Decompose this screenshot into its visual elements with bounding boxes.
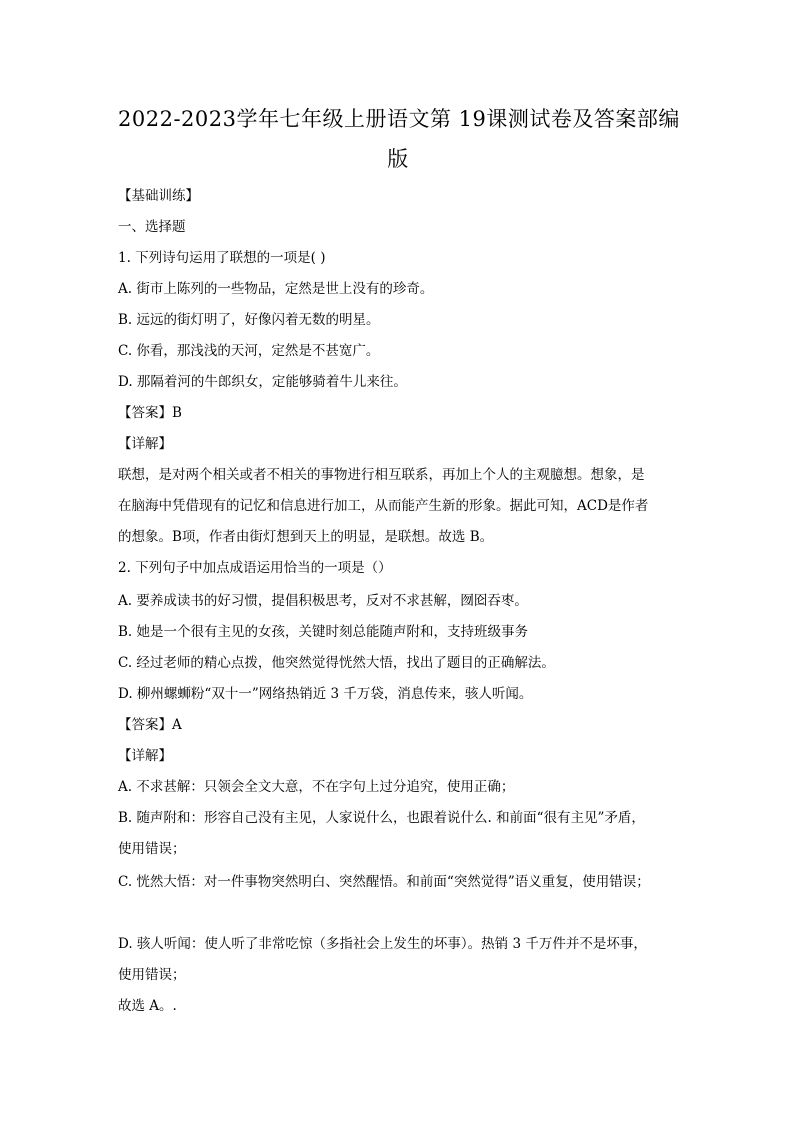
document-title-line-1: 2022-2023学年七年级上册语文第 19课测试卷及答案部编	[118, 107, 680, 131]
q2-detail-line-3: 使用错误；	[118, 841, 186, 857]
q2-option-a: A. 要养成读书的好习惯，提倡积极思考，反对不求甚解，囫囵吞枣。	[118, 593, 528, 609]
q2-detail-line-7: 故选 A。.	[118, 998, 177, 1014]
q1-detail-label: 【详解】	[118, 436, 172, 452]
q2-detail-line-2: B. 随声附和：形容自己没有主见，人家说什么，也跟着说什么. 和前面“很有主见”矛盾，	[118, 810, 645, 826]
q2-stem: 2. 下列句子中加点成语运用恰当的一项是（）	[118, 560, 392, 576]
q2-option-c: C. 经过老师的精心点拨，他突然觉得恍然大悟，找出了题目的正确解法。	[118, 655, 555, 671]
q1-stem: 1. 下列诗句运用了联想的一项是( )	[118, 250, 326, 266]
q2-detail-label: 【详解】	[118, 748, 172, 764]
q2-answer: 【答案】A	[118, 717, 182, 733]
q1-answer: 【答案】B	[118, 405, 182, 421]
q1-option-a: A. 街市上陈列的一些物品，定然是世上没有的珍奇。	[118, 281, 434, 297]
q1-detail-line-1: 联想，是对两个相关或者不相关的事物进行相互联系，再加上个人的主观臆想。想象，是	[118, 467, 645, 483]
q2-detail-line-5: D. 骇人听闻：使人听了非常吃惊（多指社会上发生的坏事）。热销 3 千万件并不是坏事，	[118, 936, 647, 952]
q1-option-d: D. 那隔着河的牛郎织女，定能够骑着牛儿来往。	[118, 374, 407, 390]
q2-detail-line-1: A. 不求甚解：只领会全文大意，不在字句上过分追究，使用正确；	[118, 779, 515, 795]
q1-detail-line-2: 在脑海中凭借现有的记忆和信息进行加工，从而能产生新的形象。据此可知，ACD是作者	[118, 498, 649, 514]
q2-detail-line-6: 使用错误；	[118, 967, 186, 983]
section-basic-training: 【基础训练】	[118, 188, 199, 204]
section-choice-heading: 一、选择题	[118, 219, 186, 235]
q2-option-d: D. 柳州螺蛳粉“双十一”网络热销近 3 千万袋，消息传来，骇人听闻。	[118, 686, 533, 702]
document-title-line-2: 版	[387, 147, 409, 171]
q2-detail-line-4: C. 恍然大悟：对一件事物突然明白、突然醒悟。和前面“突然觉得”语义重复，使用错误；	[118, 874, 650, 890]
q1-detail-line-3: 的想象。B项，作者由街灯想到天上的明显，是联想。故选 B。	[118, 529, 494, 545]
q1-option-c: C. 你看，那浅浅的天河，定然是不甚宽广。	[118, 343, 380, 359]
q2-option-b: B. 她是一个很有主见的女孩，关键时刻总能随声附和，支持班级事务	[118, 624, 529, 640]
q1-option-b: B. 远远的街灯明了，好像闪着无数的明星。	[118, 312, 380, 328]
